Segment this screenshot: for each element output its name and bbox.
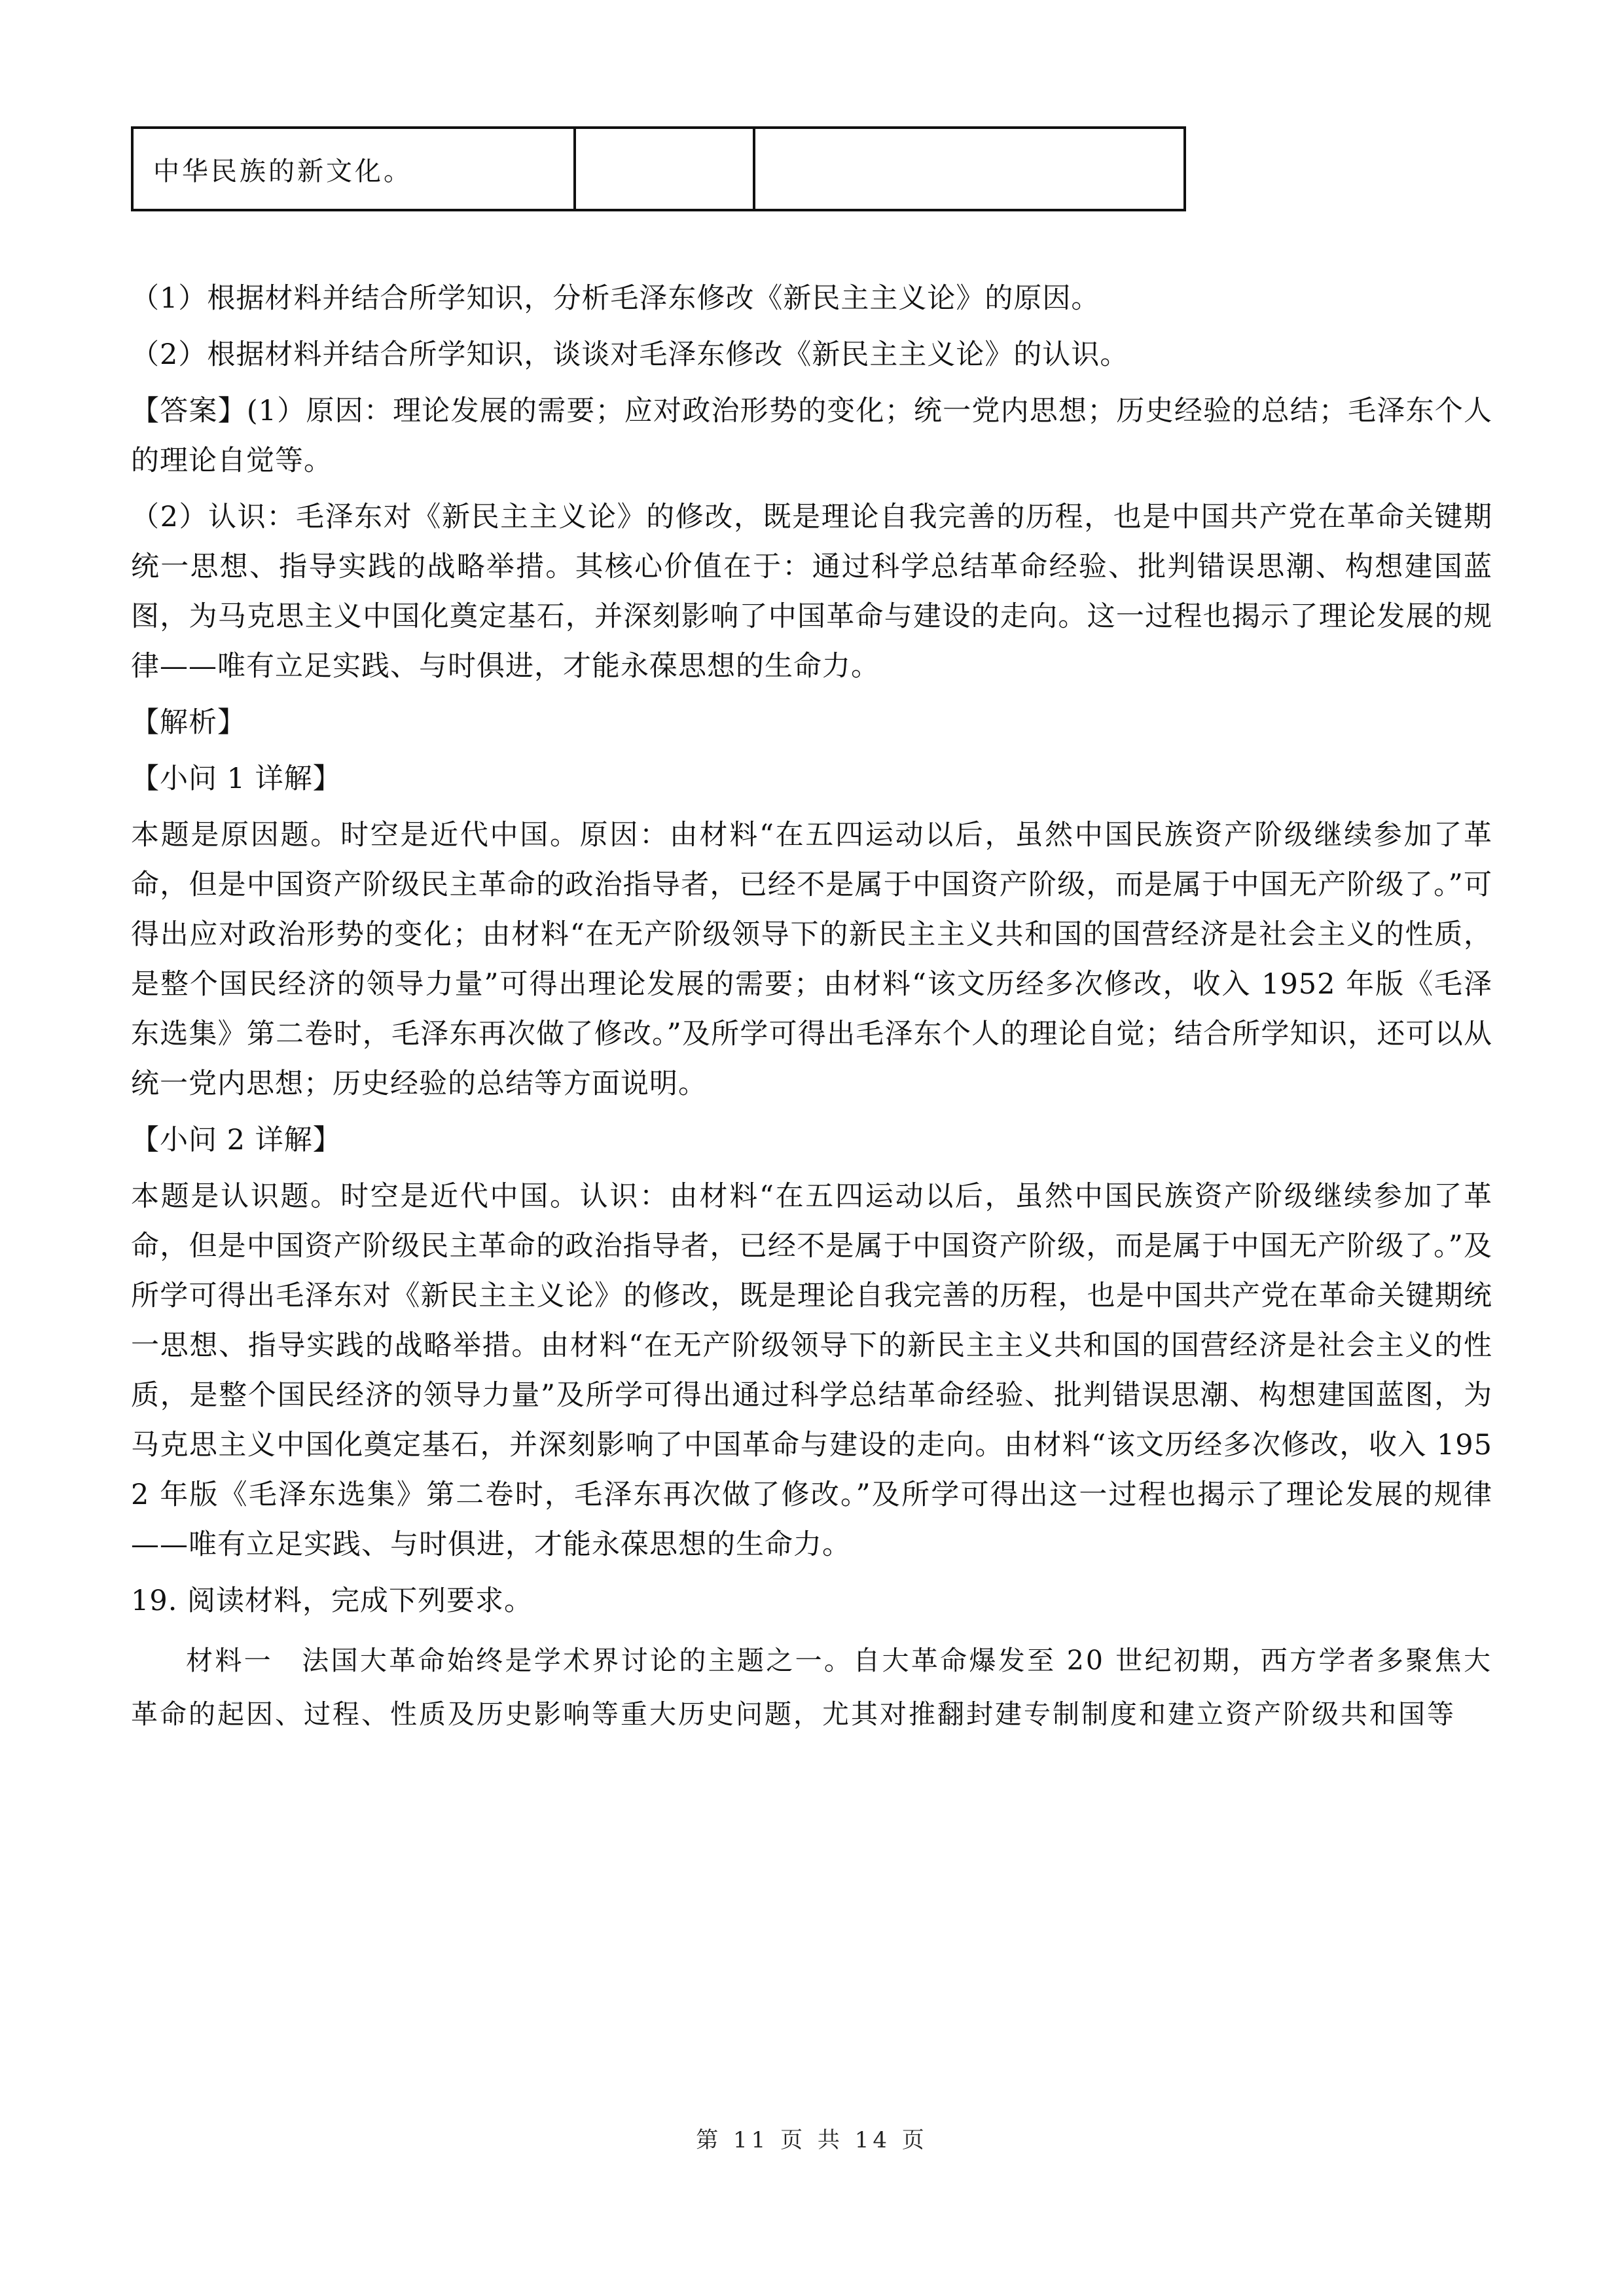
sub-question-1-text: 本题是原因题。时空是近代中国。原因：由材料“在五四运动以后，虽然中国民族资产阶级继续参加了革命，但是中国资产阶级民主革命的政治指导者，已经不是属于中国资产阶级，而是属于中国无产阶级了。”可得出应对政治形势的变化；由材料“在无产阶级领导下的新民主主义共和国的国营经济是社会主义的性质，是整个国民经济的领导力量”可得出理论发展的需要；由材料“该文历经多次修改，收入 1952 年版《毛泽东选集》第二卷时，毛泽东再次做了修改。”及所学可得出毛泽东个人的理论自觉；结合所学知识，还可以从统一党内思想；历史经验的总结等方面说明。 [131, 819, 1492, 1100]
sub-question-1-heading: 【小问 1 详解】 [131, 762, 342, 795]
page-content [131, 274, 1492, 1741]
table-cell [754, 128, 1185, 210]
answer-2: （2）认识：毛泽东对《新民主主义论》的修改，既是理论自我完善的历程，也是中国共产党在革命关键期统一思想、指导实践的战略举措。其核心价值在于：通过科学总结革命经验、批判错误思潮、构想建国蓝图，为马克思主义中国化奠定基石，并深刻影响了中国革命与建设的走向。这一过程也揭示了理论发展的规律——唯有立足实践、与时俱进，才能永葆思想的生命力。 [131, 501, 1492, 683]
question-2: （2）根据材料并结合所学知识，谈谈对毛泽东修改《新民主主义论》的认识。 [131, 338, 1129, 371]
analysis-heading: 【解析】 [131, 706, 246, 739]
page-number: 第 11 页 共 14 页 [696, 2127, 928, 2153]
material-table-fragment [131, 126, 1186, 211]
question-1: （1）根据材料并结合所学知识，分析毛泽东修改《新民主主义论》的原因。 [131, 282, 1100, 315]
question-19-title: 19. 阅读材料，完成下列要求。 [131, 1585, 533, 1617]
sub-question-2-text: 本题是认识题。时空是近代中国。认识：由材料“在五四运动以后，虽然中国民族资产阶级继续参加了革命，但是中国资产阶级民主革命的政治指导者，已经不是属于中国资产阶级，而是属于中国无产阶级了。”及所学可得出毛泽东对《新民主主义论》的修改，既是理论自我完善的历程，也是中国共产党在革命关键期统一思想、指导实践的战略举措。由材料“在无产阶级领导下的新民主主义共和国的国营经济是社会主义的性质，是整个国民经济的领导力量”及所学可得出通过科学总结革命经验、批判错误思潮、构想建国蓝图，为马克思主义中国化奠定基石，并深刻影响了中国革命与建设的走向。由材料“该文历经多次修改，收入 1952 年版《毛泽东选集》第二卷时，毛泽东再次做了修改。”及所学可得出这一过程也揭示了理论发展的规律——唯有立足实践、与时俱进，才能永葆思想的生命力。 [131, 1180, 1492, 1561]
sub-question-2-heading: 【小问 2 详解】 [131, 1124, 342, 1157]
table-cell [575, 128, 754, 210]
answer-1: 【答案】(1）原因：理论发展的需要；应对政治形势的变化；统一党内思想；历史经验的总结；毛泽东个人的理论自觉等。 [131, 395, 1492, 477]
table-row [132, 128, 1185, 210]
table-cell: 中华民族的新文化。 [132, 128, 575, 210]
material-1-text: 材料一 法国大革命始终是学术界讨论的主题之一。自大革命爆发至 20 世纪初期，西方学者多聚焦大革命的起因、过程、性质及历史影响等重大历史问题，尤其对推翻封建专制制度和建立资产阶级共和国等 [131, 1645, 1492, 1730]
